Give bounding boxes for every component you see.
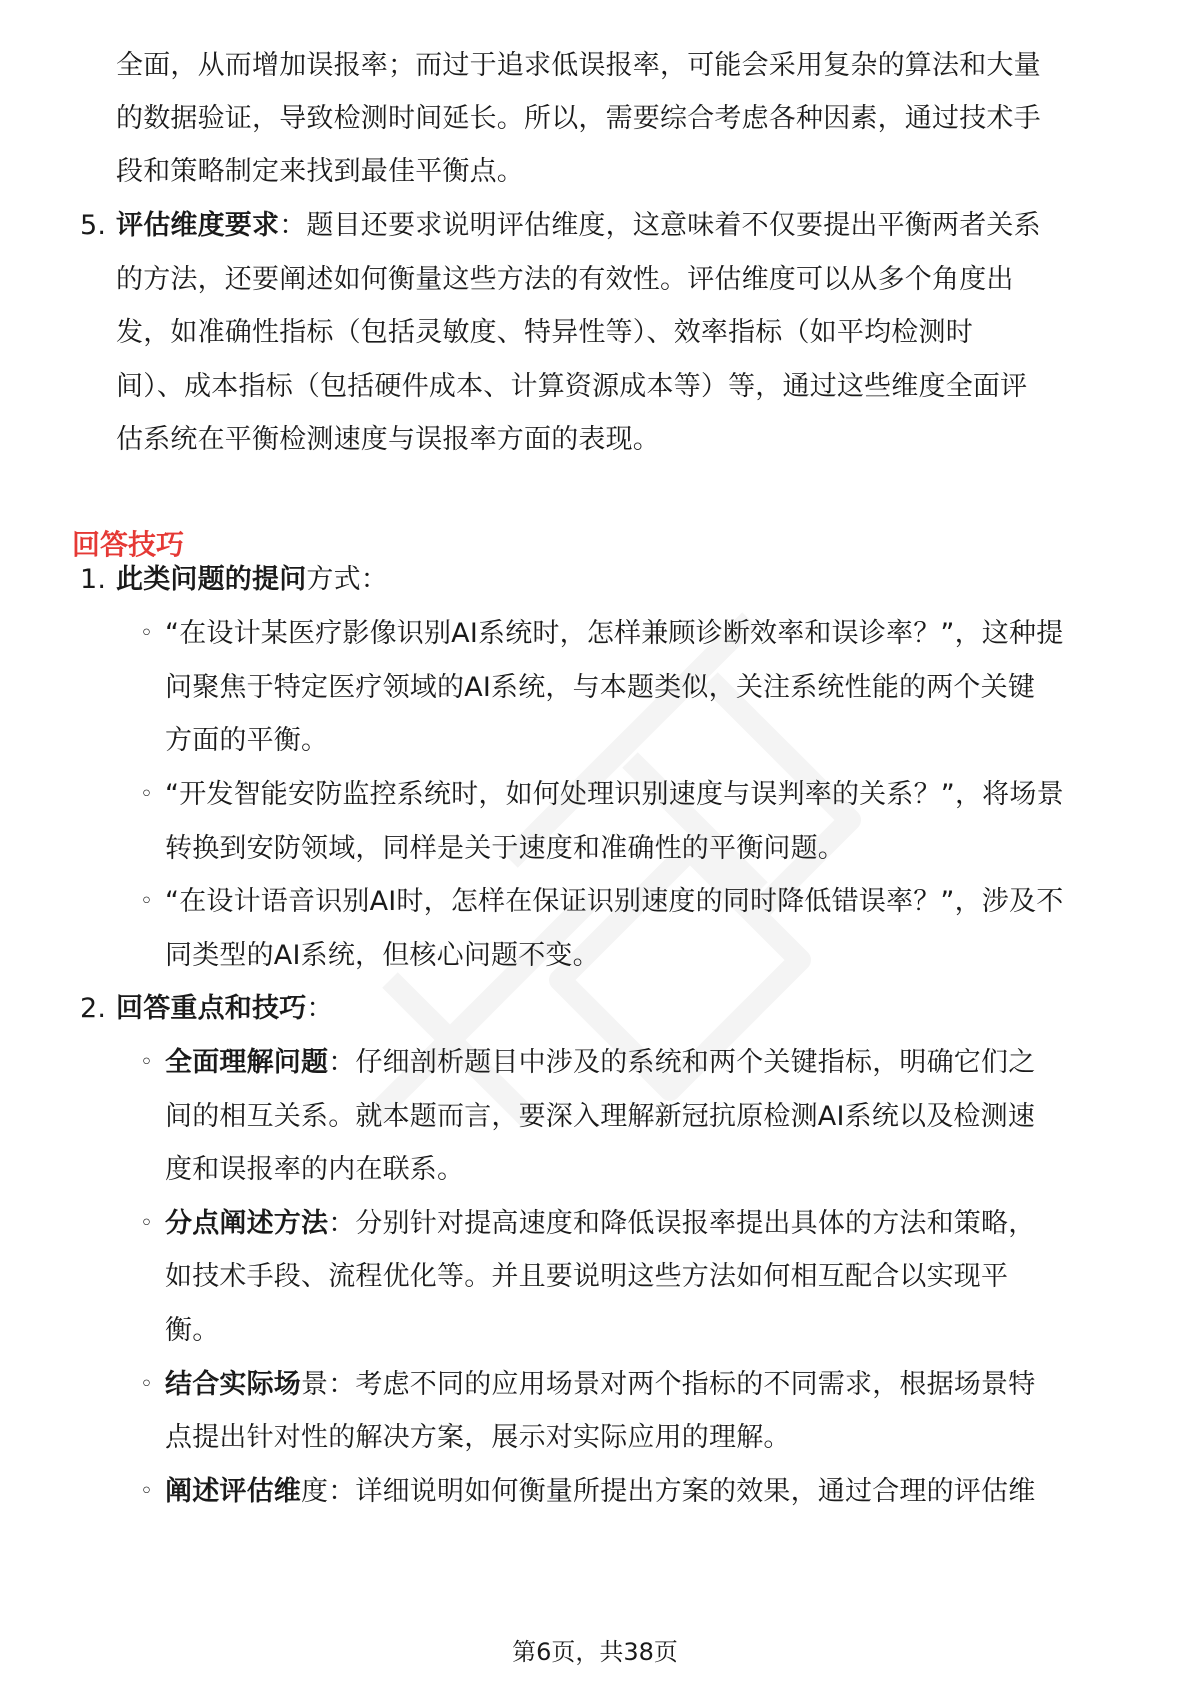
q1-title-rest: 方式：: [306, 564, 389, 595]
item5-line: 间）、成本指标（包括硬件成本、计算资源成本等）等，通过这些维度全面评: [116, 371, 1028, 402]
q2-bullet-title: 全面理解问题: [165, 1047, 329, 1078]
q2-bullet-rest: ：仔细剖析题目中涉及的系统和两个关键指标，明确它们之: [328, 1047, 1036, 1078]
list-number: 2.: [80, 993, 107, 1024]
bullet-circle-icon: ◦: [140, 1372, 154, 1397]
item5-first-line: [116, 197, 1041, 255]
q1-bullet-line: 同类型的AI系统，但核心问题不变。: [165, 940, 600, 971]
q2-bullet-line: 衡。: [165, 1315, 220, 1346]
q2-bullet-line: 间的相互关系。就本题而言，要深入理解新冠抗原检测AI系统以及检测速: [165, 1101, 1036, 1132]
list-number: 5.: [80, 210, 107, 241]
q1-title-bold: 此类问题的提问: [116, 564, 307, 595]
q2-bullet-first-line: [165, 1463, 1035, 1521]
q1-bullet-line: “开发智能安防监控系统时，如何处理识别速度与误判率的关系？”，将场景: [165, 779, 1064, 810]
q2-bullet-rest: ：详细说明如何衡量所提出方案的效果，通过合理的评估维: [328, 1476, 1036, 1507]
q2-bullet-first-line: [165, 1356, 1035, 1414]
q2-bullet-first-line: [165, 1195, 1035, 1253]
bullet-circle-icon: ◦: [140, 1479, 154, 1504]
q2-bullet-rest: ：考虑不同的应用场景对两个指标的不同需求，根据场景特: [328, 1369, 1036, 1400]
item5-title: 评估维度要求: [116, 210, 280, 241]
bullet-circle-icon: ◦: [140, 621, 154, 646]
item5-line: 估系统在平衡检测速度与误报率方面的表现。: [116, 424, 660, 455]
intro-line: 全面，从而增加误报率；而过于追求低误报率，可能会采用复杂的算法和大量: [116, 50, 1041, 81]
q2-title: [116, 980, 334, 1038]
q1-title: [116, 551, 388, 609]
q1-bullet-line: “在设计语音识别AI时，怎样在保证识别速度的同时降低错误率？”，涉及不: [165, 886, 1064, 917]
section-heading: 回答技巧: [72, 528, 185, 561]
q2-bullet-title: 分点阐述方法: [165, 1208, 329, 1239]
q1-bullet-line: 方面的平衡。: [165, 725, 329, 756]
item5-line: 的方法，还要阐述如何衡量这些方法的有效性。评估维度可以从多个角度出: [116, 264, 1014, 295]
intro-line: 的数据验证，导致检测时间延长。所以，需要综合考虑各种因素，通过技术手: [116, 103, 1041, 134]
q2-title-bold: 回答重点和技巧: [116, 993, 307, 1024]
bullet-circle-icon: ◦: [140, 1050, 154, 1075]
q1-bullet-line: “在设计某医疗影像识别AI系统时，怎样兼顾诊断效率和误诊率？”，这种提: [165, 618, 1064, 649]
bullet-circle-icon: ◦: [140, 782, 154, 807]
page-indicator: 第6页，共38页: [512, 1638, 678, 1666]
q2-bullet-title-tail: 景: [301, 1369, 329, 1400]
q2-bullet-rest: ：分别针对提高速度和降低误报率提出具体的方法和策略，: [328, 1208, 1036, 1239]
bullet-circle-icon: ◦: [140, 1211, 154, 1236]
intro-line: 段和策略制定来找到最佳平衡点。: [116, 156, 524, 187]
bullet-circle-icon: ◦: [140, 889, 154, 914]
q2-bullet-line: 如技术手段、流程优化等。并且要说明这些方法如何相互配合以实现平: [165, 1261, 1009, 1292]
q2-bullet-line: 点提出针对性的解决方案，展示对实际应用的理解。: [165, 1422, 791, 1453]
q1-bullet-line: 问聚焦于特定医疗领域的AI系统，与本题类似，关注系统性能的两个关键: [165, 672, 1036, 703]
q2-title-rest: ：: [306, 993, 334, 1024]
q1-bullet-line: 转换到安防领域，同样是关于速度和准确性的平衡问题。: [165, 833, 845, 864]
q2-bullet-title-tail: 度: [301, 1476, 329, 1507]
q2-bullet-title: 结合实际场: [165, 1369, 301, 1400]
list-number: 1.: [80, 564, 107, 595]
q2-bullet-first-line: [165, 1034, 1035, 1092]
q2-bullet-line: 度和误报率的内在联系。: [165, 1154, 465, 1185]
item5-first-line-rest: ：题目还要求说明评估维度，这意味着不仅要提出平衡两者关系: [279, 210, 1041, 241]
q2-bullet-title: 阐述评估维: [165, 1476, 301, 1507]
item5-line: 发，如准确性指标（包括灵敏度、特异性等）、效率指标（如平均检测时: [116, 317, 973, 348]
